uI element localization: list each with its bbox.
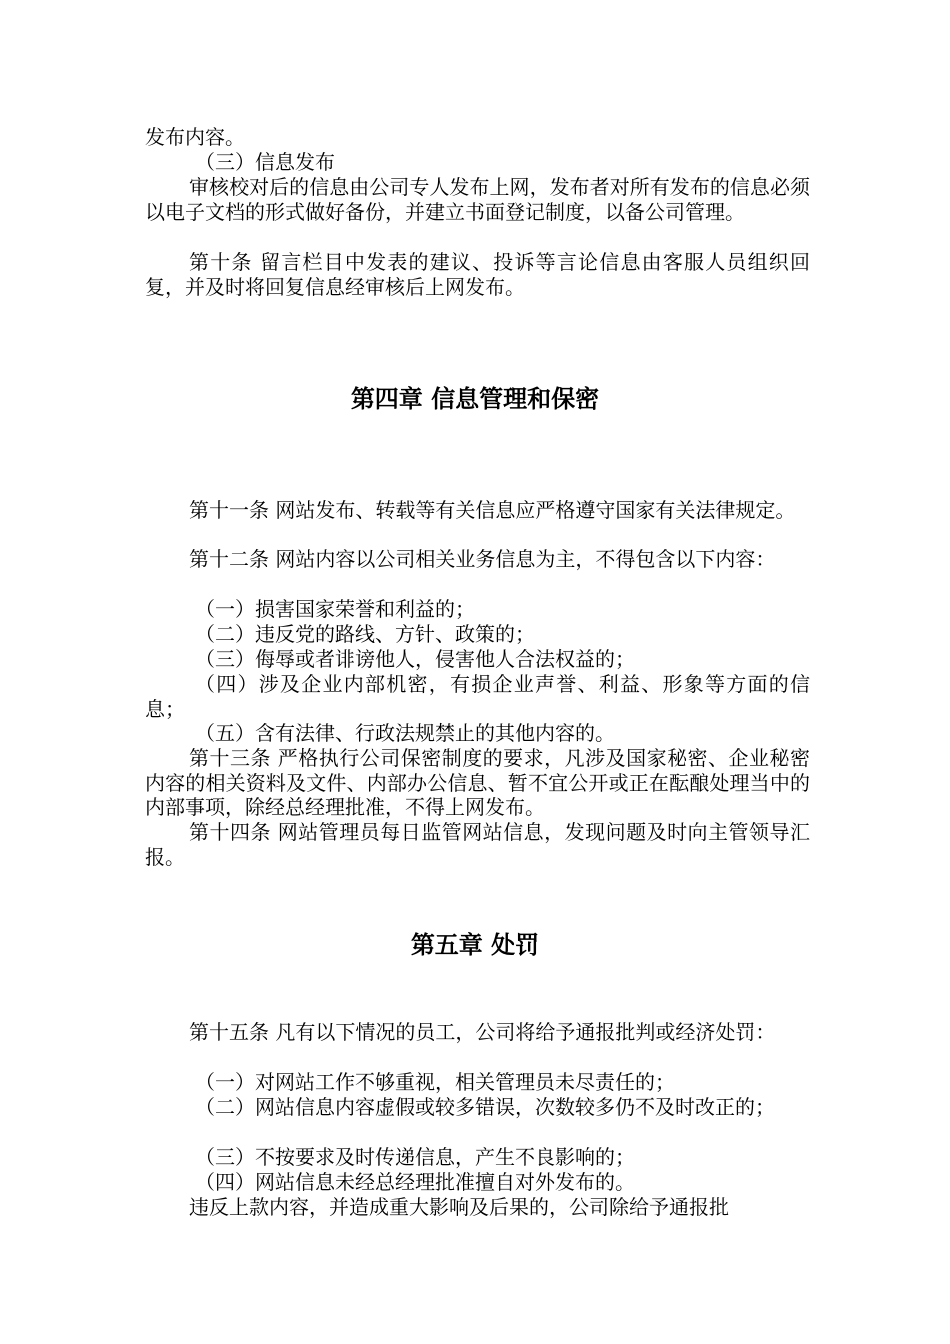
chapter-title: 第五章 处罚: [410, 931, 540, 959]
article-paragraph: 第十一条 网站发布、转载等有关信息应严格遵守国家有关法律规定。: [189, 498, 796, 522]
article-paragraph: 第十二条 网站内容以公司相关业务信息为主，不得包含以下内容：: [189, 547, 776, 571]
list-item: （四）涉及企业内部机密，有损企业声誉、利益、形象等方面的信息；: [145, 672, 810, 721]
article-paragraph: 第十四条 网站管理员每日监管网站信息，发现问题及时向主管领导汇报。: [145, 820, 810, 869]
article-paragraph: 第十三条 严格执行公司保密制度的要求，凡涉及国家秘密、企业秘密内容的相关资料及文件、内部办公信息、暂不宜公开或正在酝酿处理当中的内部事项，除经总经理批准，不得上网发布。: [145, 746, 810, 819]
list-item: （三）侮辱或者诽谤他人，侵害他人合法权益的；: [195, 647, 635, 671]
list-item: （一）对网站工作不够重视，相关管理员未尽责任的；: [195, 1070, 675, 1094]
list-item: （四）网站信息未经总经理批准擅自对外发布的。: [195, 1170, 635, 1194]
list-item: （二）网站信息内容虚假或较多错误，次数较多仍不及时改正的；: [195, 1095, 775, 1119]
article-paragraph: 第十五条 凡有以下情况的员工，公司将给予通报批判或经济处罚：: [189, 1020, 776, 1044]
article-paragraph: 违反上款内容，并造成重大影响及后果的，公司除给予通报批: [189, 1195, 729, 1219]
list-item: （三）信息发布: [195, 150, 335, 174]
paragraph: 发布内容。: [145, 125, 245, 149]
list-item: （一）损害国家荣誉和利益的；: [195, 597, 475, 621]
article-paragraph: 第十条 留言栏目中发表的建议、投诉等言论信息由客服人员组织回复，并及时将回复信息经审核后上网发布。: [145, 250, 810, 299]
list-item: （三）不按要求及时传递信息，产生不良影响的；: [195, 1145, 635, 1169]
list-item: （二）违反党的路线、方针、政策的；: [195, 622, 535, 646]
list-item: （五）含有法律、行政法规禁止的其他内容的。: [195, 721, 615, 745]
chapter-title: 第四章 信息管理和保密: [350, 385, 600, 413]
paragraph: 审核校对后的信息由公司专人发布上网，发布者对所有发布的信息必须以电子文档的形式做好备份，并建立书面登记制度，以备公司管理。: [145, 175, 810, 224]
